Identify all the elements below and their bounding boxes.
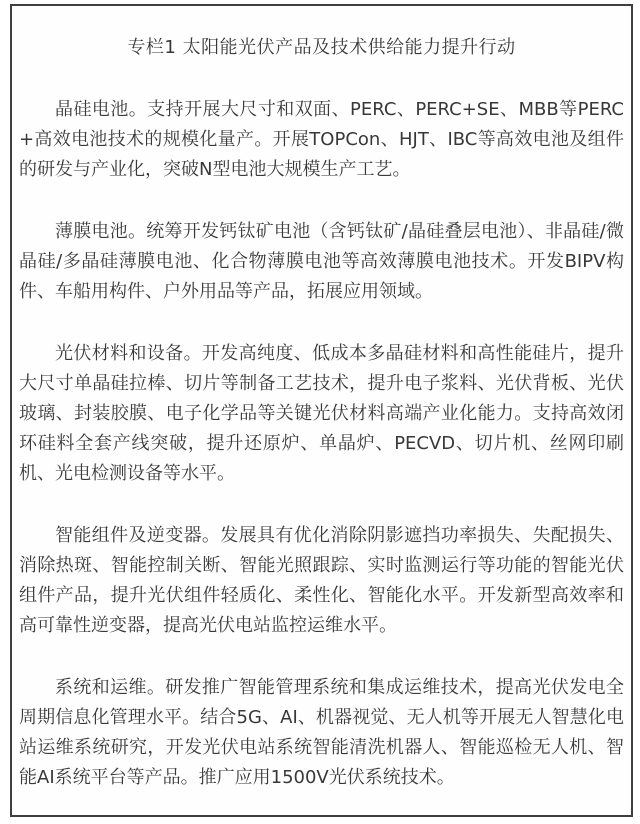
paragraph-pv-materials-and-equipment: 光伏材料和设备。开发高纯度、低成本多晶硅材料和高性能硅片，提升大尺寸单晶硅拉棒、切片等制备工艺技术，提升电子浆料、光伏背板、光伏玻璃、封装胶膜、电子化学品等关键光伏材料高端产业化能力。支持高效闭环硅料全套产线突破，提升还原炉、单晶炉、PECVD、切片机、丝网印刷机、光电检测设备等水平。: [19, 343, 624, 484]
column-box: [10, 4, 633, 817]
paragraph-crystalline-silicon-cells: 晶硅电池。支持开展大尺寸和双面、PERC、PERC+SE、MBB等PERC+高效电池技术的规模化量产。开展TOPCon、HJT、IBC等高效电池及组件的研发与产业化，突破N型电池大规模生产工艺。: [19, 99, 624, 180]
paragraph-thin-film-cells: 薄膜电池。统筹开发钙钛矿电池（含钙钛矿/晶硅叠层电池）、非晶硅/微晶硅/多晶硅薄膜电池、化合物薄膜电池等高效薄膜电池技术。开发BIPV构件、车船用构件、户外用品等产品，拓展应用领域。: [19, 221, 624, 302]
paragraph-systems-and-operations: 系统和运维。研发推广智能管理系统和集成运维技术，提高光伏发电全周期信息化管理水平。结合5G、AI、机器视觉、无人机等开展无人智慧化电站运维系统研究，开发光伏电站系统智能清洗机器人、智能巡检无人机、智能AI系统平台等产品。推广应用1500V光伏系统技术。: [19, 677, 624, 788]
paragraph-smart-modules-and-inverters: 智能组件及逆变器。发展具有优化消除阴影遮挡功率损失、失配损失、消除热斑、智能控制关断、智能光照跟踪、实时监测运行等功能的智能光伏组件产品，提升光伏组件轻质化、柔性化、智能化水平。开发新型高效率和高可靠性逆变器，提高光伏电站监控运维水平。: [19, 525, 624, 636]
column-title: 专栏1 太阳能光伏产品及技术供给能力提升行动: [127, 37, 516, 58]
